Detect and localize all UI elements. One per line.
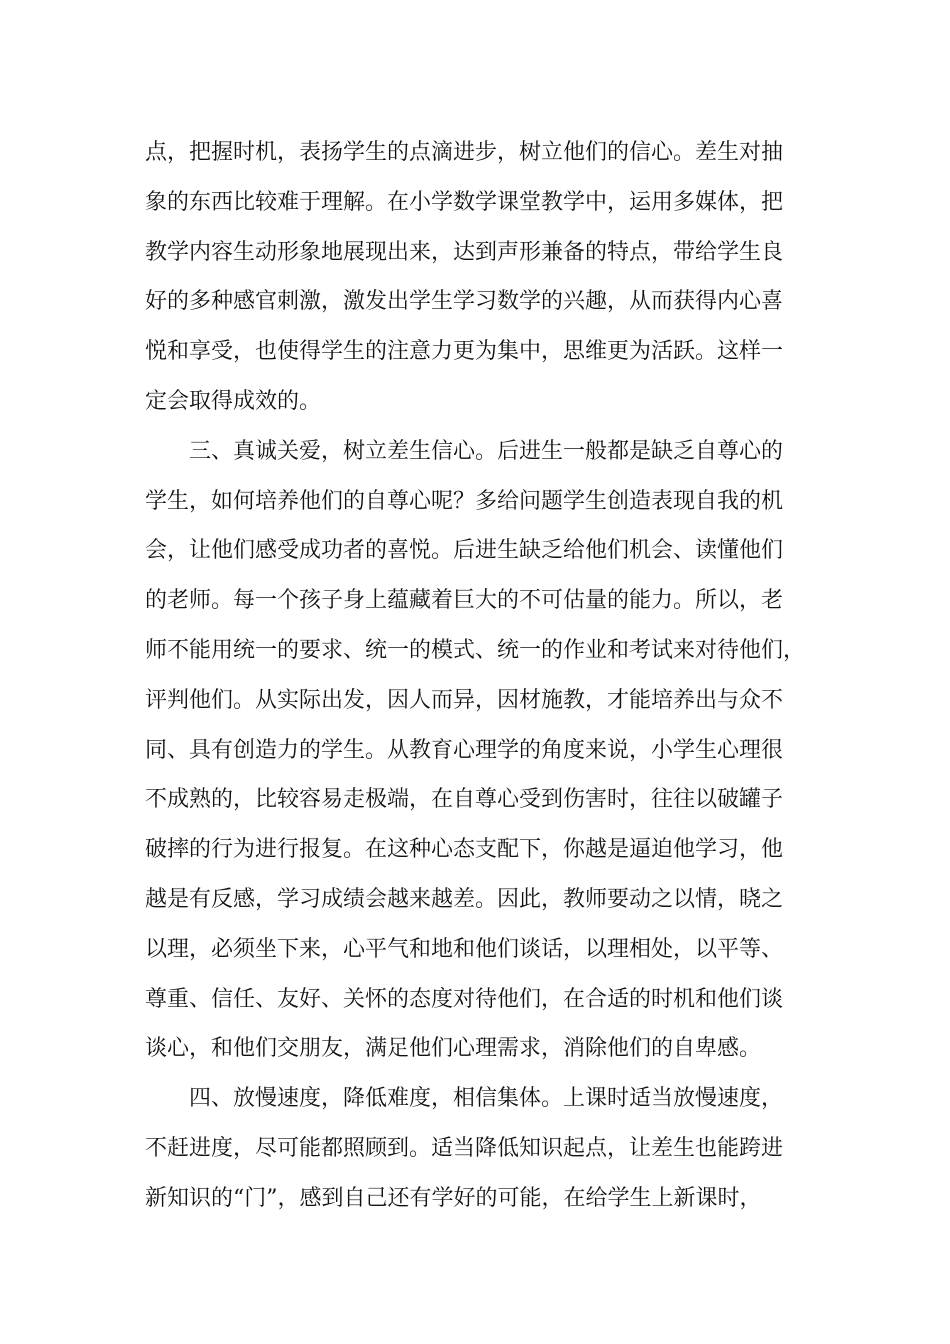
text-line: 会，让他们感受成功者的喜悦。后进生缺乏给他们机会、读懂他们: [145, 538, 784, 564]
section-heading-line: 四、放慢速度，降低难度，相信集体。上课时适当放慢速度，: [189, 1086, 784, 1112]
body-text: [145, 128, 825, 1224]
text-line: 以理，必须坐下来，心平气和地和他们谈话，以理相处，以平等、: [145, 936, 784, 962]
text-line: 教学内容生动形象地展现出来，达到声形兼备的特点，带给学生良: [145, 239, 784, 265]
text-line: 同、具有创造力的学生。从教育心理学的角度来说，小学生心理很: [145, 737, 784, 763]
text-line: 尊重、信任、友好、关怀的态度对待他们，在合适的时机和他们谈: [145, 986, 784, 1012]
text-line: 评判他们。从实际出发，因人而异，因材施教，才能培养出与众不: [145, 687, 784, 713]
text-line: 象的东西比较难于理解。在小学数学课堂教学中，运用多媒体，把: [145, 189, 784, 215]
text-line: 定会取得成效的。: [145, 388, 322, 414]
text-line: 不成熟的，比较容易走极端，在自尊心受到伤害时，往往以破罐子: [145, 787, 784, 813]
text-line: 的老师。每一个孩子身上蕴藏着巨大的不可估量的能力。所以，老: [145, 588, 784, 614]
text-line: 越是有反感，学习成绩会越来越差。因此，教师要动之以情，晓之: [145, 886, 784, 912]
section-heading-line: 三、真诚关爱，树立差生信心。后进生一般都是缺乏自尊心的: [189, 438, 784, 464]
text-line: 师不能用统一的要求、统一的模式、统一的作业和考试来对待他们，: [145, 637, 806, 663]
text-line: 悦和享受，也使得学生的注意力更为集中，思维更为活跃。这样一: [145, 339, 784, 365]
text-line: 不赶进度，尽可能都照顾到。适当降低知识起点，让差生也能跨进: [145, 1135, 784, 1161]
text-line: 点，把握时机，表扬学生的点滴进步，树立他们的信心。差生对抽: [145, 140, 784, 165]
text-line: 谈心，和他们交朋友，满足他们心理需求，消除他们的自卑感。: [145, 1036, 762, 1062]
text-line: 好的多种感官刺激，激发出学生学习数学的兴趣，从而获得内心喜: [145, 289, 784, 315]
text-line: 破摔的行为进行报复。在这种心态支配下，你越是逼迫他学习，他: [145, 837, 784, 863]
text-line: 新知识的“门”，感到自己还有学好的可能，在给学生上新课时，: [145, 1185, 762, 1211]
text-line: 学生，如何培养他们的自尊心呢？多给问题学生创造表现自我的机: [145, 488, 784, 514]
